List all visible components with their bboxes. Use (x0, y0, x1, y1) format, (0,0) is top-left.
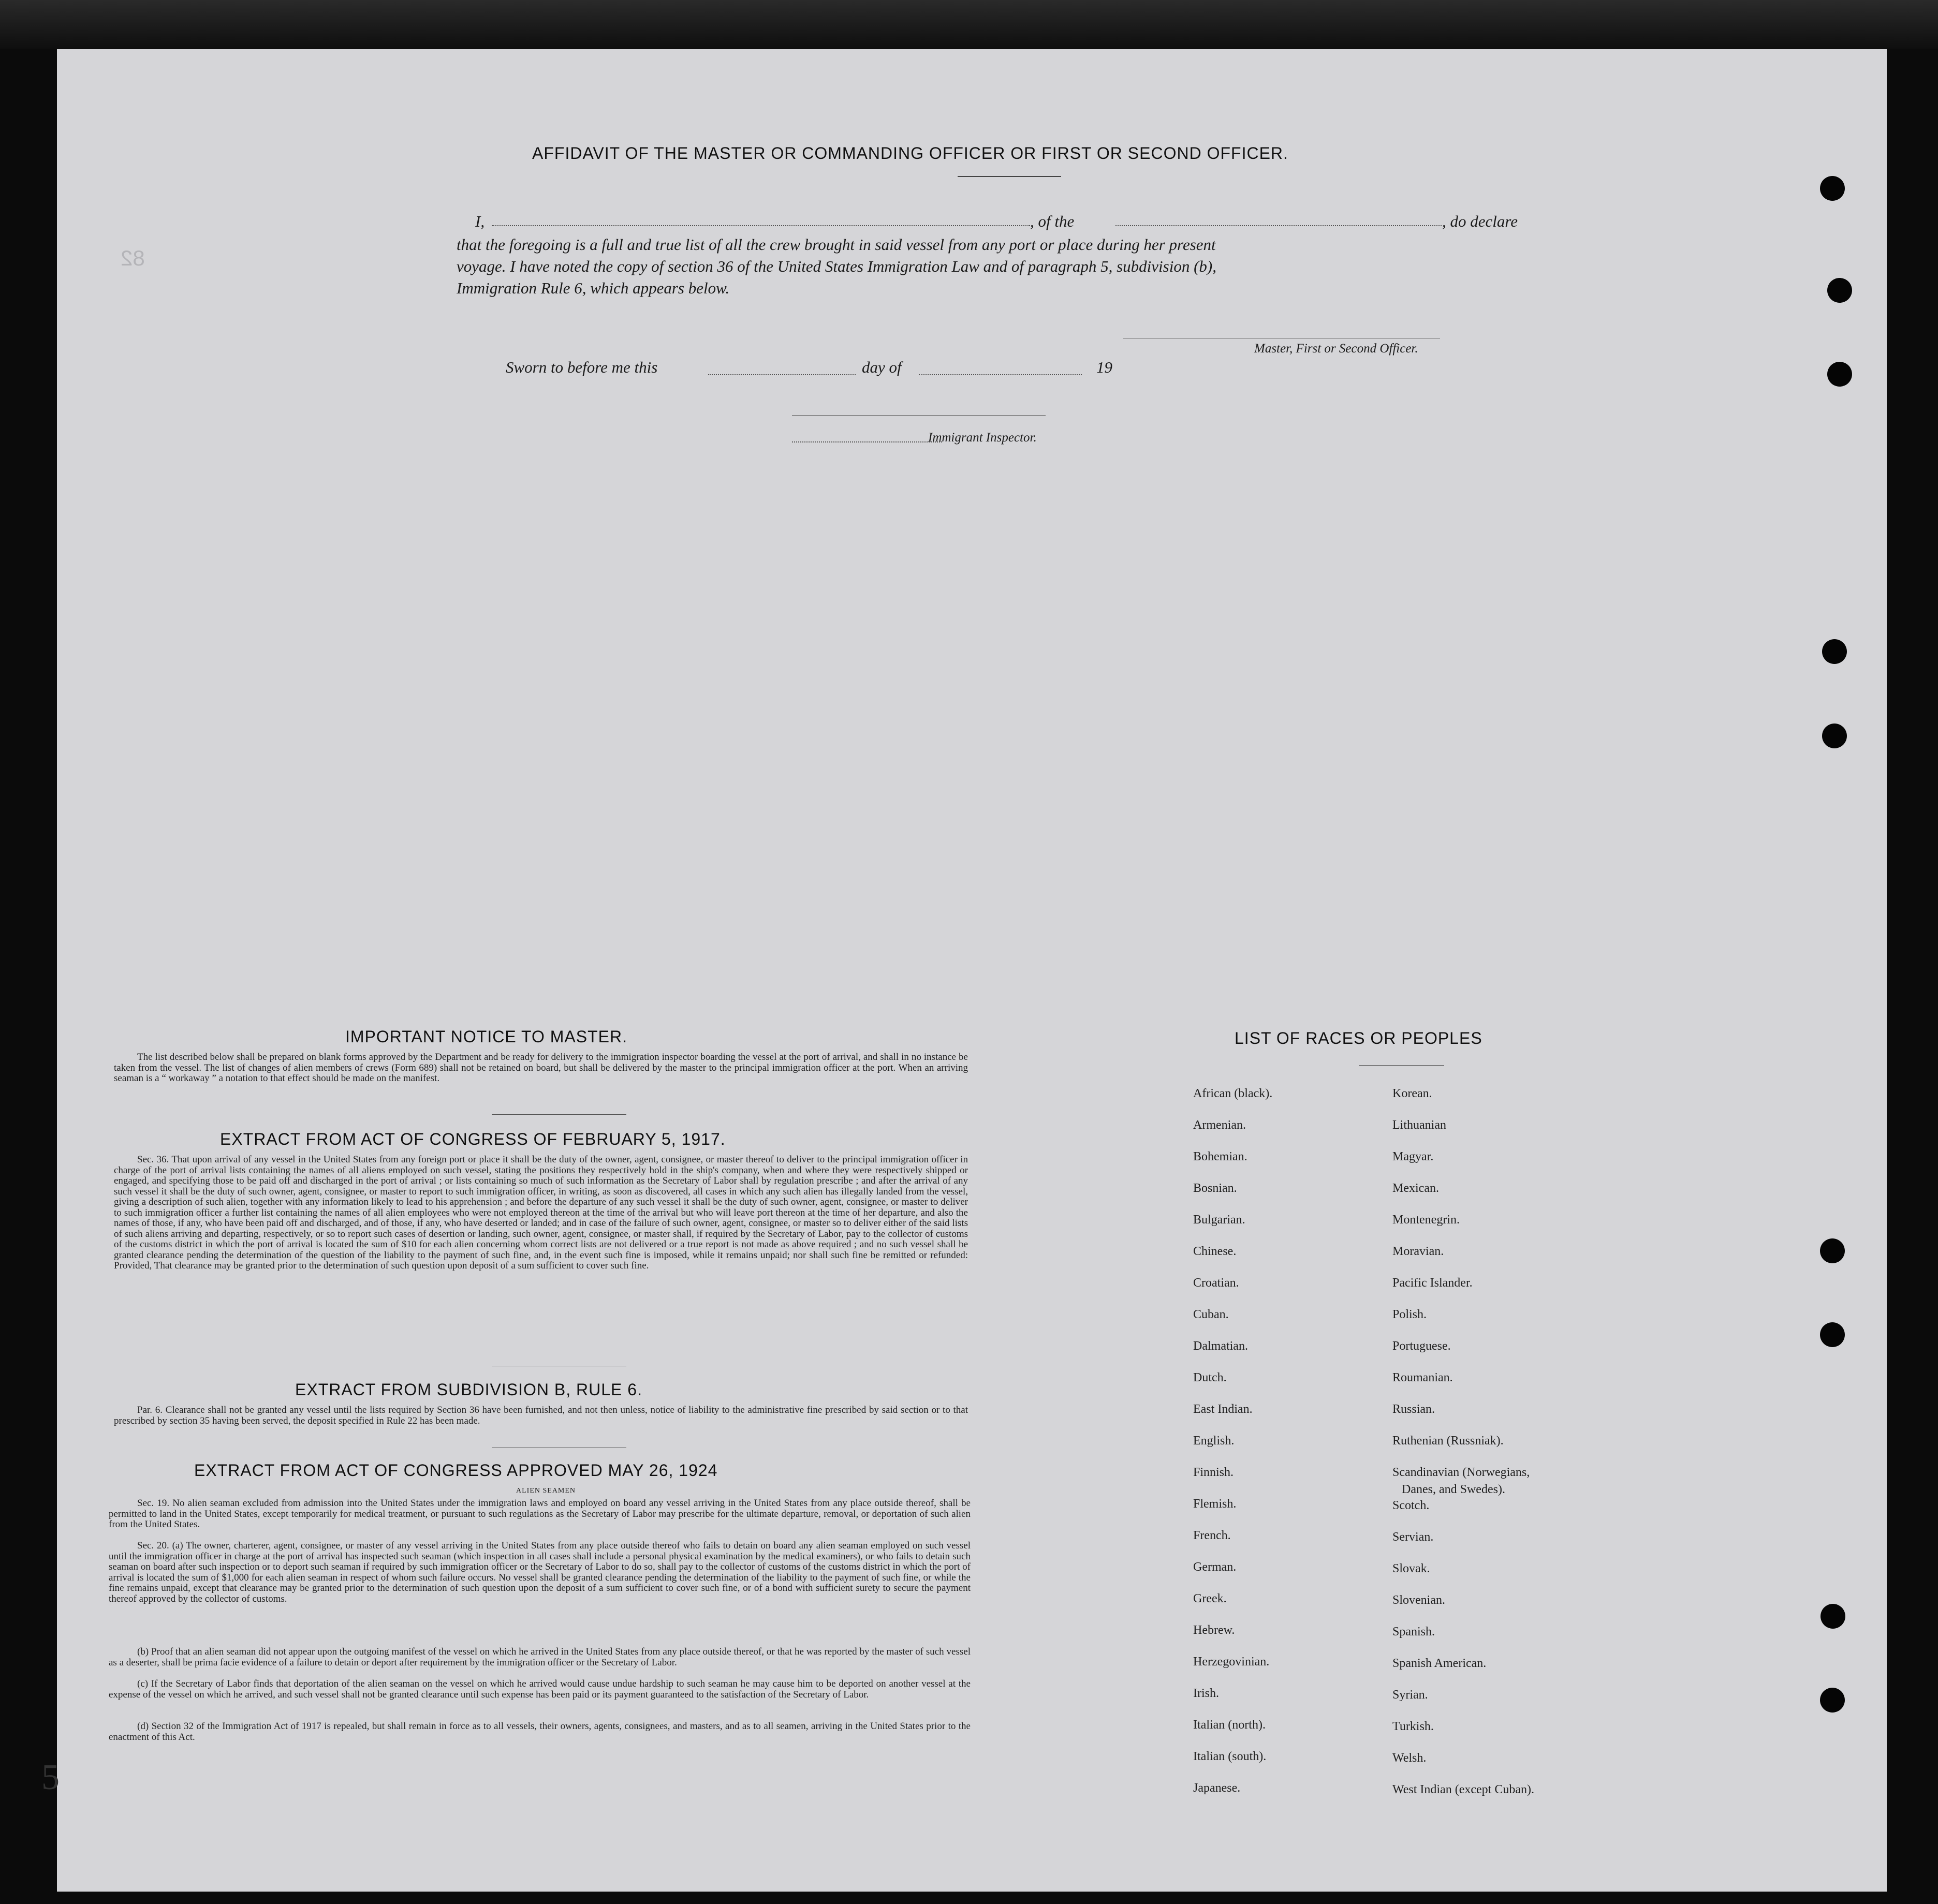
race-item: Mexican. (1392, 1182, 1439, 1195)
race-item: Chinese. (1193, 1245, 1237, 1258)
race-item: Italian (north). (1193, 1718, 1266, 1732)
inspector-top-line (792, 415, 1046, 416)
document-sheet (41, 49, 1887, 1892)
sworn-day-field (708, 374, 856, 375)
day-of-label: day of (862, 358, 902, 376)
race-item: Roumanian. (1392, 1371, 1453, 1384)
extract-1924-sec20c: (c) If the Secretary of Labor finds that deportation of the alien seaman on the vessel on which he arrived would cause undue hardship to such seaman he may cause him to be deported on another vessel at the expense of the vessel on which he arrived, and such vessel shall not be granted clearance until such expense has been paid or its payment guaranteed to the satisfaction of the Secretary of Labor. (109, 1678, 971, 1700)
rule6-title: EXTRACT FROM SUBDIVISION B, RULE 6. (295, 1380, 642, 1399)
race-item: Spanish. (1392, 1625, 1435, 1639)
race-item: Hebrew. (1193, 1623, 1235, 1637)
race-item: West Indian (except Cuban). (1392, 1783, 1534, 1796)
race-item: Croatian. (1193, 1276, 1239, 1290)
race-item: Servian. (1392, 1530, 1434, 1544)
year-prefix: 19 (1096, 358, 1112, 376)
punch-hole (1822, 639, 1847, 664)
races-title: LIST OF RACES OR PEOPLES (1235, 1029, 1482, 1047)
race-item: Bosnian. (1193, 1182, 1237, 1195)
race-item: German. (1193, 1560, 1237, 1574)
race-item-continuation: Danes, and Swedes). (1402, 1483, 1505, 1496)
race-item: Portuguese. (1392, 1339, 1451, 1353)
punch-hole (1820, 1238, 1845, 1263)
race-item: Lithuanian (1392, 1118, 1446, 1132)
name-field (492, 225, 1030, 226)
race-item: Slovenian. (1392, 1593, 1445, 1607)
affidavit-declare: , do declare (1442, 212, 1518, 230)
race-item: Italian (south). (1193, 1750, 1267, 1763)
vessel-field (1115, 225, 1442, 226)
title-underline (958, 176, 1061, 177)
race-item: Montenegrin. (1392, 1213, 1460, 1227)
sworn-label: Sworn to before me this (506, 358, 658, 376)
inspector-signature-field (792, 441, 942, 442)
race-item: East Indian. (1193, 1403, 1253, 1416)
race-item: Polish. (1392, 1308, 1427, 1321)
punch-hole (1820, 176, 1845, 201)
affidavit-i: I, (475, 212, 485, 230)
race-item: Scandinavian (Norwegians, (1392, 1466, 1530, 1479)
race-item: Finnish. (1193, 1466, 1234, 1479)
race-item: African (black). (1193, 1087, 1273, 1100)
race-item: Korean. (1392, 1087, 1432, 1100)
corner-mark: 5 (41, 1758, 60, 1797)
race-item: French. (1193, 1529, 1231, 1542)
race-item: Russian. (1392, 1403, 1435, 1416)
race-item: Cuban. (1193, 1308, 1229, 1321)
rule6-text: Par. 6. Clearance shall not be granted any vessel until the lists required by Section 36 have been furnished, and not then unless, notice of liability to the administrative fine prescribed by said section or to that prescribed by section 35 having been served, the deposit specified in Rule 22 has been made. (114, 1405, 968, 1426)
race-item: Bohemian. (1193, 1150, 1247, 1163)
races-title-underline (1359, 1065, 1444, 1066)
race-item: Japanese. (1193, 1781, 1241, 1795)
race-item: Dalmatian. (1193, 1339, 1248, 1353)
extract-1924-subtitle: ALIEN SEAMEN (516, 1487, 576, 1495)
affidavit-body-1: that the foregoing is a full and true list of all the crew brought in said vessel from any port or place during her present (457, 235, 1216, 254)
scan-top-edge (0, 0, 1938, 49)
notice-text: The list described below shall be prepared on blank forms approved by the Department and be ready for delivery to the immigration inspector boarding the vessel at the port of arrival, and shall in no instance be taken from the vessel. The list of changes of alien members of crews (Form 689) shall not be retained on board, but shall be delivered by the master to the principal immigration officer at the port. When an arriving seaman is a “ workaway ” a notation to that effect should be made on the manifest. (114, 1052, 968, 1084)
margin-stamp: 82 (121, 246, 145, 270)
race-item: Welsh. (1392, 1751, 1427, 1765)
punch-hole (1820, 1604, 1845, 1629)
race-item: Herzegovinian. (1193, 1655, 1270, 1669)
extract-1924-sec19: Sec. 19. No alien seaman excluded from admission into the United States under the immigration laws and employed on board any vessel arriving in the United States from any place outside thereof, shall be permitted to land in the United States, except temporarily for medical treatment, or pursuant to such regulations as the Secretary of Labor may prescribe for the ultimate departure, removal, or deportation of such alien from the United States. (109, 1498, 971, 1530)
punch-hole (1827, 362, 1852, 387)
extract-1917-text: Sec. 36. That upon arrival of any vessel in the United States from any foreign port or place it shall be the duty of the owner, agent, consignee, or master thereof to deliver to the principal immigration officer in charge of the port of arrival lists containing the names of all aliens employed on such vessel, stating the positions they respectively hold in the ship's company, when and where they were respectively shipped or engaged, and specifying those to be paid off and discharged in the port of arrival ; or lists containing so much of such information as the Secretary of Labor shall by regulation prescribe ; and after the arrival of any such vessel it shall be the duty of such owner, agent, consignee, or master to report to such immigration officer, in writing, as soon as discovered, all cases in which any such alien has illegally landed from the vessel, giving a description of such alien, together with any information likely to lead to his apprehension ; and before the departure of any such vessel it shall be the duty of such owner, agent, consignee, or master to deliver to such immigration officer a further list containing the names of all alien employees who were not employed thereon at the time of the arrival but who will leave port thereon at the time of her departure, and also the names of those, if any, who have been paid off and discharged, and of those, if any, who have deserted or landed; and in case of the failure of such owner, agent, consignee, or master so to deliver either of the said lists of such aliens arriving and departing, respectively, or so to report such cases of desertion or landing, such owner, agent, consignee, or master shall, if required by the Secretary of Labor, pay to the collector of customs of the customs district in which the port of arrival is located the sum of $10 for each alien concerning whom correct lists are not delivered or a true report is not made as above required ; and no such vessel shall be granted clearance pending the determination of the question of the liability to the payment of such fine, and, in the event such fine is imposed, while it remains unpaid; nor shall such fine be remitted or refunded: Provided, That clearance may be granted prior to the determination of such question upon deposit of a sum sufficient to cover such fine. (114, 1154, 968, 1271)
affidavit-title: AFFIDAVIT OF THE MASTER OR COMMANDING OFFICER OR FIRST OR SECOND OFFICER. (532, 144, 1288, 163)
extract-1924-title: EXTRACT FROM ACT OF CONGRESS APPROVED MAY 26, 1924 (194, 1461, 718, 1480)
punch-hole (1827, 278, 1852, 303)
sworn-month-field (919, 374, 1082, 375)
race-item: Ruthenian (Russniak). (1392, 1434, 1504, 1448)
race-item: Armenian. (1193, 1118, 1246, 1132)
divider (492, 1114, 626, 1115)
race-item: Bulgarian. (1193, 1213, 1245, 1227)
race-item: English. (1193, 1434, 1235, 1448)
punch-hole (1822, 724, 1847, 748)
affidavit-body-3: Immigration Rule 6, which appears below. (457, 279, 730, 297)
race-item: Irish. (1193, 1687, 1219, 1700)
race-item: Dutch. (1193, 1371, 1227, 1384)
race-item: Turkish. (1392, 1720, 1434, 1733)
extract-1924-sec20d: (d) Section 32 of the Immigration Act of 1917 is repealed, but shall remain in force as to all vessels, their owners, agents, consignees, and masters, and as to all seamen, arriving in the United States prior to the enactment of this Act. (109, 1721, 971, 1743)
inspector-label: Immigrant Inspector. (928, 431, 1037, 445)
affidavit-of-the: , of the (1030, 212, 1075, 230)
race-item: Moravian. (1392, 1245, 1444, 1258)
punch-hole (1820, 1322, 1845, 1347)
extract-1924-sec20a: Sec. 20. (a) The owner, charterer, agent, consignee, or master of any vessel arriving in the United States from any place outside thereof who fails to detain on board any alien seaman employed on such vessel until the immigration officer in charge at the port of arrival has inspected such seaman (which inspection in all cases shall include a personal physical examination by the medical examiners), or who fails to detain such seaman on board after such inspection or to deport such seaman if required by such immigration officer or the Secretary of Labor to do so, shall pay to the collector of customs of the customs district in which the port of arrival is located the sum of $1,000 for each alien seaman in respect of whom such failure occurs. No vessel shall be granted clearance pending the determination of the liability to the payment of such fine, or while the fine remains unpaid, except that clearance may be granted prior to the determination of such question upon the deposit of a sum sufficient to cover such fine, or of a bond with sufficient surety to secure the payment thereof approved by the collector of customs. (109, 1540, 971, 1604)
race-item: Spanish American. (1392, 1657, 1487, 1670)
race-item: Magyar. (1392, 1150, 1434, 1163)
race-item: Greek. (1193, 1592, 1227, 1605)
race-item: Slovak. (1392, 1562, 1430, 1575)
officer-label: Master, First or Second Officer. (1254, 342, 1418, 356)
extract-1917-title: EXTRACT FROM ACT OF CONGRESS OF FEBRUARY 5, 1917. (220, 1130, 726, 1148)
race-item: Syrian. (1392, 1688, 1428, 1702)
punch-hole (1820, 1688, 1845, 1713)
notice-title: IMPORTANT NOTICE TO MASTER. (345, 1027, 627, 1046)
race-item: Flemish. (1193, 1497, 1237, 1511)
race-item: Scotch. (1392, 1499, 1430, 1512)
affidavit-body-2: voyage. I have noted the copy of section 36 of the United States Immigration Law and of paragraph 5, subdivision (b), (457, 257, 1216, 275)
extract-1924-sec20b: (b) Proof that an alien seaman did not appear upon the outgoing manifest of the vessel on which he arrived in the United States from any place outside thereof, or that he was reported by the master of such vessel as a deserter, shall be prima facie evidence of a failure to detain or deport after requirement by the immigration officer or the Secretary of Labor. (109, 1646, 971, 1668)
race-item: Pacific Islander. (1392, 1276, 1473, 1290)
